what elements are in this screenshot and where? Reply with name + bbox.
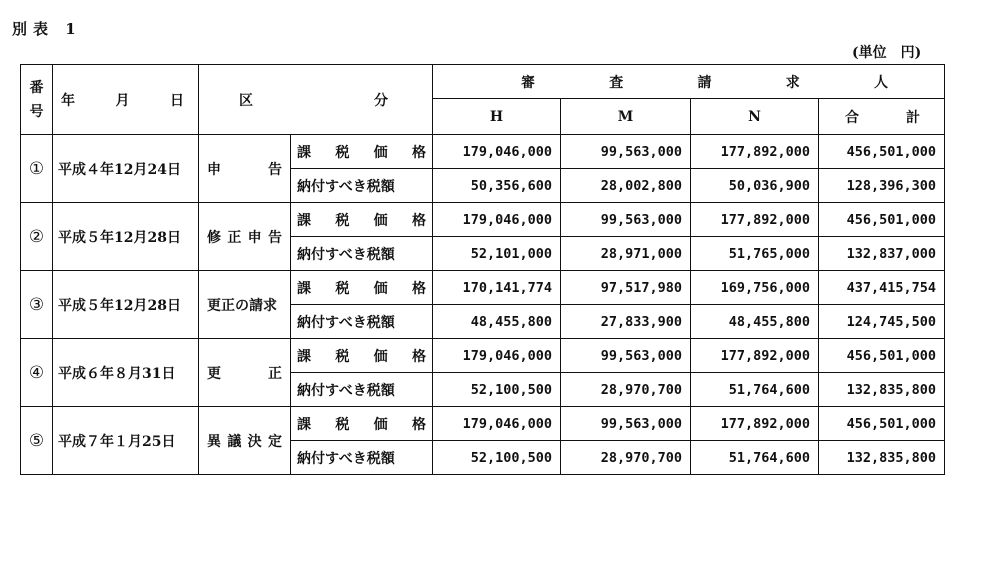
value-kazei-total: 456,501,000	[819, 339, 945, 373]
value-nofu-m: 28,971,000	[561, 237, 691, 271]
value-kazei-total: 437,415,754	[819, 271, 945, 305]
value-kazei-total: 456,501,000	[819, 407, 945, 441]
value-kazei-m: 97,517,980	[561, 271, 691, 305]
header-col-total: 合 計	[819, 99, 945, 135]
header-no: 番 号	[21, 65, 53, 135]
item-nofu-label: 納付すべき税額	[291, 373, 433, 407]
value-kazei-h: 179,046,000	[433, 135, 561, 169]
value-kazei-h: 179,046,000	[433, 203, 561, 237]
table-row	[21, 271, 945, 305]
row-kubun: 修 正 申 告	[199, 203, 291, 271]
header-kubun: 区 分	[199, 65, 433, 135]
document-title: 別表 1	[12, 20, 82, 38]
value-kazei-h: 179,046,000	[433, 407, 561, 441]
item-kazei-label: 課 税 価 格	[291, 271, 433, 305]
header-col-h: H	[433, 99, 561, 135]
header-col-m: M	[561, 99, 691, 135]
value-kazei-n: 177,892,000	[691, 407, 819, 441]
row-date: 平成７年１月25日	[53, 407, 199, 475]
table-row	[21, 203, 945, 237]
item-kazei-label: 課 税 価 格	[291, 339, 433, 373]
assessment-table	[20, 64, 945, 475]
value-kazei-n: 177,892,000	[691, 339, 819, 373]
item-kazei-label: 課 税 価 格	[291, 135, 433, 169]
row-kubun: 更正の請求	[199, 271, 291, 339]
row-number: ④	[21, 339, 53, 407]
value-kazei-n: 177,892,000	[691, 203, 819, 237]
value-kazei-total: 456,501,000	[819, 135, 945, 169]
header-claimant: 審 査 請 求 人	[433, 65, 945, 99]
value-kazei-h: 170,141,774	[433, 271, 561, 305]
value-nofu-m: 28,970,700	[561, 441, 691, 475]
table-row	[21, 135, 945, 169]
value-kazei-n: 177,892,000	[691, 135, 819, 169]
value-kazei-m: 99,563,000	[561, 135, 691, 169]
value-nofu-total: 132,835,800	[819, 373, 945, 407]
row-kubun: 異 議 決 定	[199, 407, 291, 475]
table-row	[21, 407, 945, 441]
item-nofu-label: 納付すべき税額	[291, 305, 433, 339]
row-date: 平成４年12月24日	[53, 135, 199, 203]
item-nofu-label: 納付すべき税額	[291, 237, 433, 271]
value-kazei-m: 99,563,000	[561, 407, 691, 441]
value-nofu-n: 50,036,900	[691, 169, 819, 203]
value-nofu-n: 51,764,600	[691, 441, 819, 475]
value-kazei-m: 99,563,000	[561, 203, 691, 237]
item-kazei-label: 課 税 価 格	[291, 203, 433, 237]
value-nofu-h: 52,100,500	[433, 373, 561, 407]
item-nofu-label: 納付すべき税額	[291, 169, 433, 203]
value-kazei-m: 99,563,000	[561, 339, 691, 373]
value-nofu-m: 28,002,800	[561, 169, 691, 203]
value-kazei-n: 169,756,000	[691, 271, 819, 305]
value-kazei-total: 456,501,000	[819, 203, 945, 237]
row-number: ⑤	[21, 407, 53, 475]
value-nofu-total: 128,396,300	[819, 169, 945, 203]
row-date: 平成５年12月28日	[53, 271, 199, 339]
value-nofu-n: 51,765,000	[691, 237, 819, 271]
table-row	[21, 339, 945, 373]
row-date: 平成５年12月28日	[53, 203, 199, 271]
value-nofu-total: 132,835,800	[819, 441, 945, 475]
value-nofu-h: 48,455,800	[433, 305, 561, 339]
item-kazei-label: 課 税 価 格	[291, 407, 433, 441]
item-nofu-label: 納付すべき税額	[291, 441, 433, 475]
value-nofu-h: 52,101,000	[433, 237, 561, 271]
row-number: ①	[21, 135, 53, 203]
value-nofu-total: 124,745,500	[819, 305, 945, 339]
value-nofu-n: 51,764,600	[691, 373, 819, 407]
header-date: 年 月 日	[53, 65, 199, 135]
row-number: ③	[21, 271, 53, 339]
row-number: ②	[21, 203, 53, 271]
value-nofu-h: 50,356,600	[433, 169, 561, 203]
value-nofu-h: 52,100,500	[433, 441, 561, 475]
row-kubun: 更 正	[199, 339, 291, 407]
value-nofu-m: 28,970,700	[561, 373, 691, 407]
value-nofu-total: 132,837,000	[819, 237, 945, 271]
value-nofu-n: 48,455,800	[691, 305, 819, 339]
row-date: 平成６年８月31日	[53, 339, 199, 407]
unit-label: (単位 円)	[852, 45, 922, 61]
row-kubun: 申 告	[199, 135, 291, 203]
value-kazei-h: 179,046,000	[433, 339, 561, 373]
value-nofu-m: 27,833,900	[561, 305, 691, 339]
header-col-n: N	[691, 99, 819, 135]
